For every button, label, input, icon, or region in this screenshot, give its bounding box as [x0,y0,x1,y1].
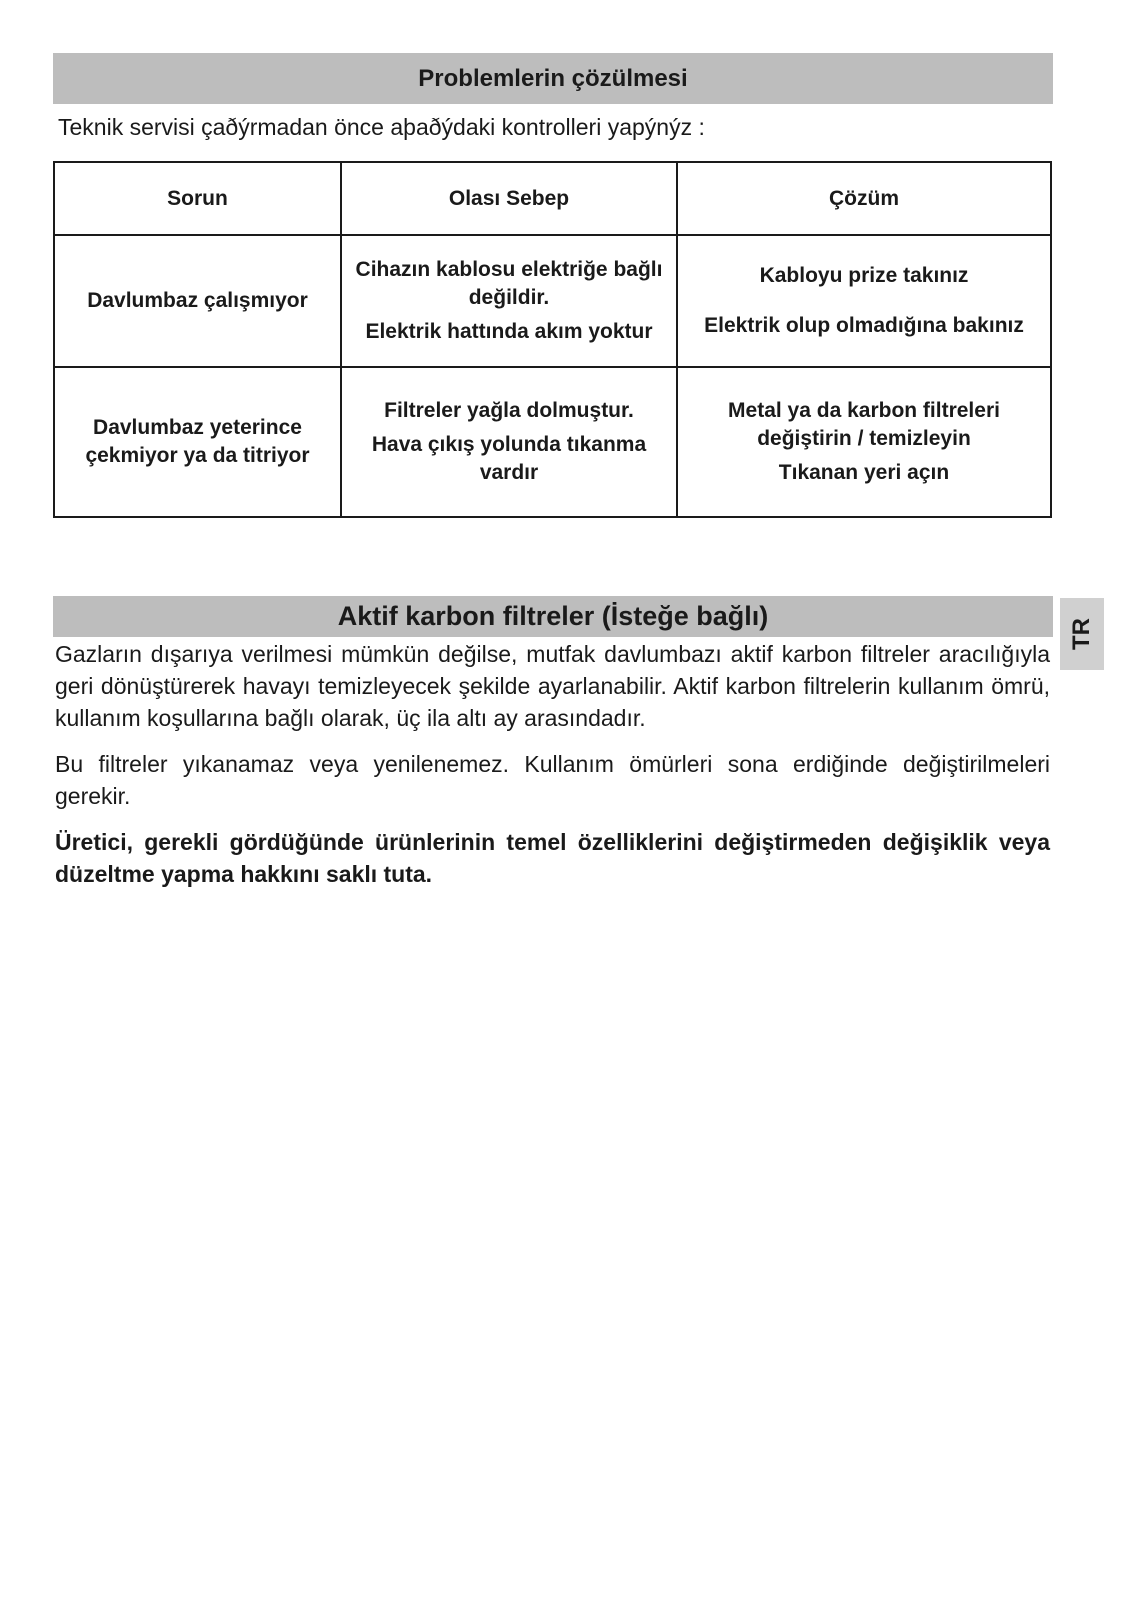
paragraph: Gazların dışarıya verilmesi mümkün değilse, mutfak davlumbazı aktif karbon filtreler aracılığıyla geri dönüştürerek havayı temizleyecek şekilde ayarlanabilir. Aktif karbon filtrelerin kullanım ömrü, kullanım koşullarına bağlı olarak, üç ila altı ay arasındadır. [55,641,1050,731]
intro-text: Teknik servisi çaðýrmadan önce aþaðýdaki kontrolleri yapýnýz : [58,114,705,140]
solution-text: Kabloyu prize takınız [759,264,969,287]
section-title-troubleshooting: Problemlerin çözülmesi [53,53,1053,104]
header-cause: Olası Sebep [341,162,677,235]
cause-text: Elektrik hattında akım yoktur [365,320,653,343]
language-tab-label: TR [1068,618,1095,650]
problem-cell: Davlumbaz çalışmıyor [54,235,341,367]
section-title-carbon-filters: Aktif karbon filtreler (İsteğe bağlı) [53,596,1053,637]
manufacturer-notice: Üretici, gerekli gördüğünde ürünlerinin temel özelliklerini değiştirmeden değişiklik veya düzeltme yapma hakkını saklı tuta. [55,829,1050,887]
table-row [54,367,1051,517]
solution-text: Tıkanan yeri açın [778,461,950,484]
solution-text: Elektrik olup olmadığına bakınız [704,314,1024,337]
header-problem: Sorun [54,162,341,235]
carbon-filters-body [55,638,1050,904]
header-solution: Çözüm [677,162,1051,235]
cause-text: Filtreler yağla dolmuştur. [384,399,634,422]
language-tab [1060,598,1104,670]
solution-cell [677,367,1051,517]
cause-cell [341,367,677,517]
table-header-row [54,162,1051,235]
paragraph: Bu filtreler yıkanamaz veya yenilenemez. Kullanım ömürleri sona erdiğinde değiştirilmeleri gerekir. [55,751,1050,809]
cause-text: Hava çıkış yolunda tıkanma vardır [371,433,647,484]
troubleshooting-table [53,161,1052,518]
solution-cell [677,235,1051,367]
cause-cell [341,235,677,367]
cause-text: Cihazın kablosu elektriğe bağlı değildir. [355,258,663,309]
solution-text: Metal ya da karbon filtreleri değiştirin / temizleyin [728,399,1000,450]
problem-cell: Davlumbaz yeterince çekmiyor ya da titriyor [54,367,341,517]
table-row [54,235,1051,367]
